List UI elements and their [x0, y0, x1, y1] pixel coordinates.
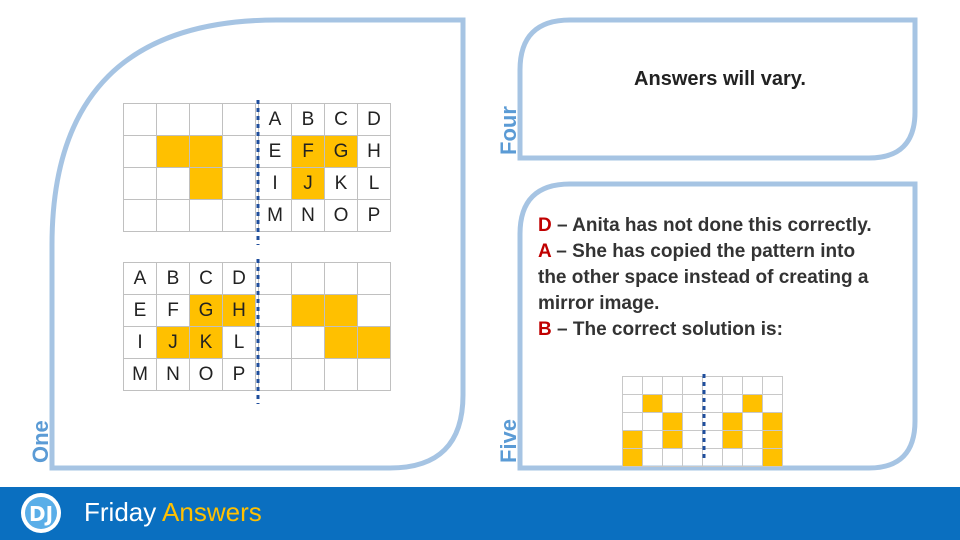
grid-cell: B — [292, 104, 325, 136]
answer-text-b: – The correct solution is: — [551, 319, 783, 340]
footer-title-right: Answers — [162, 497, 262, 527]
answer-text-a: – She has copied the pattern into the other space instead of creating a mirror image. — [538, 241, 869, 314]
grid-cell: F — [292, 136, 325, 168]
answer-key-b: B — [538, 319, 552, 340]
grid-cell: C — [325, 104, 358, 136]
logo-text: DJ — [28, 502, 54, 526]
dj-logo — [10, 490, 72, 536]
grid-cell: L — [358, 168, 391, 200]
grid-cell: E — [124, 295, 157, 327]
grid-cell: P — [223, 359, 256, 391]
panel-label-one: One — [28, 420, 53, 463]
five-explanation — [538, 213, 878, 343]
answer-text-d: – Anita has not done this correctly. — [551, 215, 872, 236]
grid-cell: H — [358, 136, 391, 168]
grid-cell: A — [259, 104, 292, 136]
grid-cell: J — [157, 327, 190, 359]
grid-cell: M — [259, 200, 292, 232]
grid-cell: J — [292, 168, 325, 200]
grid-cell: D — [223, 263, 256, 295]
grid-cell: I — [259, 168, 292, 200]
answer-key-d: D — [538, 215, 552, 236]
grid-cell: P — [358, 200, 391, 232]
bottom-letter-grid — [123, 262, 256, 391]
grid-cell: O — [325, 200, 358, 232]
top-mirror-line — [255, 100, 261, 245]
grid-cell: A — [124, 263, 157, 295]
grid-cell: F — [157, 295, 190, 327]
grid-cell: G — [190, 295, 223, 327]
grid-cell: D — [358, 104, 391, 136]
grid-cell: H — [223, 295, 256, 327]
grid-cell: O — [190, 359, 223, 391]
answer-key-a: A — [538, 241, 552, 262]
four-answer-text: Answers will vary. — [634, 68, 806, 90]
panel-label-four: Four — [496, 106, 521, 155]
grid-cell: M — [124, 359, 157, 391]
grid-cell: K — [325, 168, 358, 200]
grid-cell: E — [259, 136, 292, 168]
top-blank-grid — [123, 103, 256, 232]
grid-cell: K — [190, 327, 223, 359]
grid-cell: N — [292, 200, 325, 232]
grid-cell: L — [223, 327, 256, 359]
grid-cell: I — [124, 327, 157, 359]
top-letter-grid — [258, 103, 391, 232]
grid-cell: N — [157, 359, 190, 391]
solution-mirror-line — [701, 374, 707, 462]
footer-title — [84, 497, 262, 528]
footer-title-left: Friday — [84, 497, 163, 527]
panel-label-five: Five — [496, 418, 521, 463]
bottom-mirror-line — [255, 259, 261, 404]
grid-cell: C — [190, 263, 223, 295]
grid-cell: B — [157, 263, 190, 295]
grid-cell: G — [325, 136, 358, 168]
bottom-blank-grid — [258, 262, 391, 391]
